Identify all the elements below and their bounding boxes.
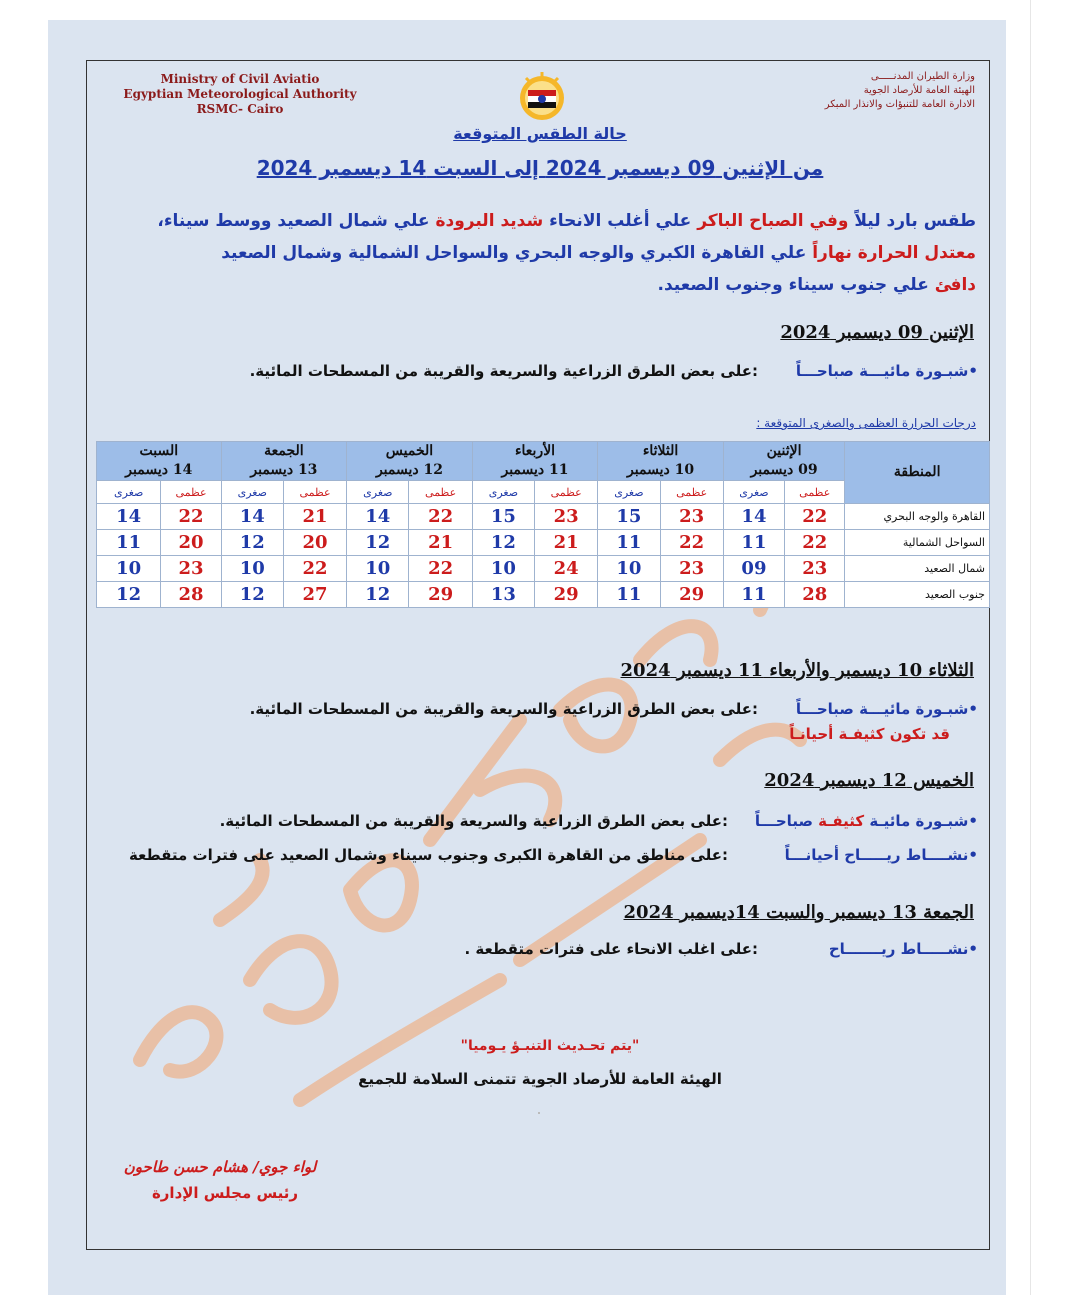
bullet-icon: • [968, 940, 978, 958]
header-arabic [745, 70, 975, 112]
min-cell: 14 [97, 504, 161, 530]
phenomenon-detail: على بعض الطرق الزراعية والسريعة والقريبة من المسطحات المائية. [249, 700, 752, 718]
summary-highlight: شديد البرودة [435, 211, 544, 231]
max-cell: 21 [535, 530, 598, 556]
summary-part: علي شمال الصعيد ووسط سيناء، [157, 211, 436, 231]
bullet-icon: • [968, 700, 978, 718]
summary-part: علي القاهرة الكبري والوجه البحري والسواحل الشمالية وشمال الصعيد [221, 243, 813, 263]
summary-highlight: معتدل الحرارة نهاراً [812, 243, 976, 263]
phenomenon-label: نشـــــاط ريـــــــاح [828, 940, 969, 958]
phenomenon-detail: على بعض الطرق الزراعية والسريعة والقريبة من المسطحات المائية. [249, 362, 752, 380]
region-cell: السواحل الشمالية [845, 530, 990, 556]
min-cell: 12 [97, 582, 161, 608]
max-cell: 28 [785, 582, 845, 608]
page-mark [538, 1112, 540, 1114]
max-cell: 22 [785, 504, 845, 530]
temperature-table [96, 441, 990, 608]
region-header: المنطقة [845, 442, 990, 504]
phenomenon-detail: على مناطق من القاهرة الكبرى وجنوب سيناء وشمال الصعيد على فترات متقطعة [128, 846, 722, 864]
phenomenon-detail: على بعض الطرق الزراعية والسريعة والقريبة من المسطحات المائية. [219, 812, 722, 830]
max-cell: 23 [660, 556, 723, 582]
min-subheader: صغرى [472, 481, 534, 504]
phenomenon-label: نشــــاط ريـــــاح أحيانـــاً [784, 846, 969, 864]
colon: : [721, 846, 739, 864]
min-cell: 12 [221, 530, 283, 556]
min-cell: 10 [221, 556, 283, 582]
day-header: السبت 14 ديسمبر [97, 442, 222, 481]
max-cell: 24 [535, 556, 598, 582]
min-cell: 10 [472, 556, 534, 582]
ministry-en: Ministry of Civil Aviatio [160, 72, 320, 86]
update-note: "يتم تحـديث التنبـؤ يـوميا" [460, 1038, 640, 1054]
max-cell: 20 [161, 530, 221, 556]
day-header: الجمعة 13 ديسمبر [221, 442, 347, 481]
safety-note: الهيئة العامة للأرصاد الجوية تتمنى السلامة للجميع [358, 1070, 722, 1088]
signer-title: رئيس مجلس الإدارة [151, 1184, 299, 1202]
authority-ar: الهيئة العامة للأرصاد الجوية [863, 85, 975, 96]
phenomenon-detail: على اغلب الانحاء على فترات متقطعة . [464, 940, 752, 958]
ema-logo-icon [516, 70, 568, 122]
table-row [97, 530, 990, 556]
section2-line [150, 700, 978, 718]
header-english [120, 72, 360, 117]
table-row [97, 582, 990, 608]
min-subheader: صغرى [723, 481, 784, 504]
summary-part: علي جنوب سيناء وجنوب الصعيد. [657, 275, 935, 295]
colon: : [751, 362, 769, 380]
page-title: حالة الطقس المتوقعة [453, 124, 627, 143]
max-cell: 29 [535, 582, 598, 608]
bullet-icon: • [968, 362, 978, 380]
min-cell: 12 [347, 582, 409, 608]
max-cell: 23 [660, 504, 723, 530]
colon: : [721, 812, 739, 830]
max-cell: 22 [785, 530, 845, 556]
max-cell: 22 [161, 504, 221, 530]
max-cell: 29 [660, 582, 723, 608]
max-subheader: عظمى [283, 481, 346, 504]
colon: : [751, 700, 769, 718]
max-cell: 23 [785, 556, 845, 582]
ministry-ar: وزارة الطيران المدنـــــى [870, 71, 975, 82]
min-cell: 13 [472, 582, 534, 608]
min-cell: 15 [472, 504, 534, 530]
scroll-gutter[interactable] [1030, 0, 1080, 1295]
summary-part: علي أغلب الانحاء [543, 211, 698, 231]
max-cell: 21 [409, 530, 472, 556]
min-cell: 11 [598, 530, 660, 556]
max-subheader: عظمى [785, 481, 845, 504]
max-cell: 21 [283, 504, 346, 530]
max-cell: 22 [409, 504, 472, 530]
phenomenon-label: شبـورة مائيـة كثيفـة صباحـــاً [754, 812, 969, 830]
min-cell: 14 [347, 504, 409, 530]
colon: : [751, 940, 769, 958]
bullet-icon: • [968, 812, 978, 830]
max-subheader: عظمى [535, 481, 598, 504]
day-header: الأربعاء 11 ديسمبر [472, 442, 598, 481]
phenomenon-label: شبـورة مائيـــة صباحـــاً [795, 362, 969, 380]
date-range: من الإثنين 09 ديسمبر 2024 إلى السبت 14 ديسمبر 2024 [256, 156, 824, 180]
day-header: الإثنين 09 ديسمبر [723, 442, 845, 481]
min-cell: 10 [598, 556, 660, 582]
min-cell: 09 [723, 556, 784, 582]
region-cell: القاهرة والوجه البحري [845, 504, 990, 530]
max-subheader: عظمى [161, 481, 221, 504]
region-cell: جنوب الصعيد [845, 582, 990, 608]
summary-part: طقس بارد ليلاً [848, 211, 976, 231]
section4-heading: الجمعة 13 ديسمبر والسبت 14ديسمبر 2024 [623, 902, 974, 923]
section2-heading: الثلاثاء 10 ديسمبر والأربعاء 11 ديسمبر 2024 [620, 660, 974, 681]
day-header: الخميس 12 ديسمبر [347, 442, 473, 481]
min-cell: 11 [97, 530, 161, 556]
min-cell: 14 [221, 504, 283, 530]
min-cell: 14 [723, 504, 784, 530]
section3-heading: الخميس 12 ديسمبر 2024 [764, 770, 974, 791]
authority-en: Egyptian Meteorological Authority [123, 87, 357, 101]
min-cell: 11 [723, 530, 784, 556]
max-cell: 27 [283, 582, 346, 608]
section3-line1 [150, 812, 978, 830]
weather-summary [110, 205, 976, 301]
max-cell: 22 [660, 530, 723, 556]
department-ar: الادارة العامة للتنبؤات والانذار المبكر [824, 99, 975, 110]
bullet-icon: • [968, 846, 978, 864]
min-subheader: صغرى [221, 481, 283, 504]
min-cell: 11 [598, 582, 660, 608]
day-header: الثلاثاء 10 ديسمبر [598, 442, 724, 481]
max-cell: 22 [283, 556, 346, 582]
section4-line [150, 940, 978, 958]
temps-label: درجات الحرارة العظمى والصغرى المتوقعة : [756, 416, 976, 430]
max-cell: 23 [161, 556, 221, 582]
max-cell: 20 [283, 530, 346, 556]
min-subheader: صغرى [97, 481, 161, 504]
max-cell: 28 [161, 582, 221, 608]
table-row [97, 556, 990, 582]
min-cell: 11 [723, 582, 784, 608]
section1-heading: الإثنين 09 ديسمبر 2024 [780, 322, 974, 343]
section1-line [150, 362, 978, 380]
min-cell: 15 [598, 504, 660, 530]
summary-highlight: وفي الصباح الباكر [697, 211, 849, 231]
summary-highlight: دافئ [934, 275, 976, 295]
max-subheader: عظمى [660, 481, 723, 504]
min-cell: 12 [472, 530, 534, 556]
min-cell: 12 [347, 530, 409, 556]
table-row [97, 504, 990, 530]
section3-line2 [90, 846, 978, 864]
min-cell: 12 [221, 582, 283, 608]
min-cell: 10 [97, 556, 161, 582]
max-cell: 29 [409, 582, 472, 608]
max-subheader: عظمى [409, 481, 472, 504]
min-cell: 10 [347, 556, 409, 582]
region-cell: شمال الصعيد [845, 556, 990, 582]
phenomenon-label: شبـورة مائيـــة صباحـــاً [795, 700, 969, 718]
rsmc-en: RSMC- Cairo [196, 102, 284, 116]
section2-note: قد تكون كثيفـة أحيانـاً [789, 725, 950, 743]
min-subheader: صغرى [598, 481, 660, 504]
signer-name: لواء جوي/ هشام حسن طاحون [123, 1158, 317, 1176]
max-cell: 22 [409, 556, 472, 582]
min-subheader: صغرى [347, 481, 409, 504]
max-cell: 23 [535, 504, 598, 530]
